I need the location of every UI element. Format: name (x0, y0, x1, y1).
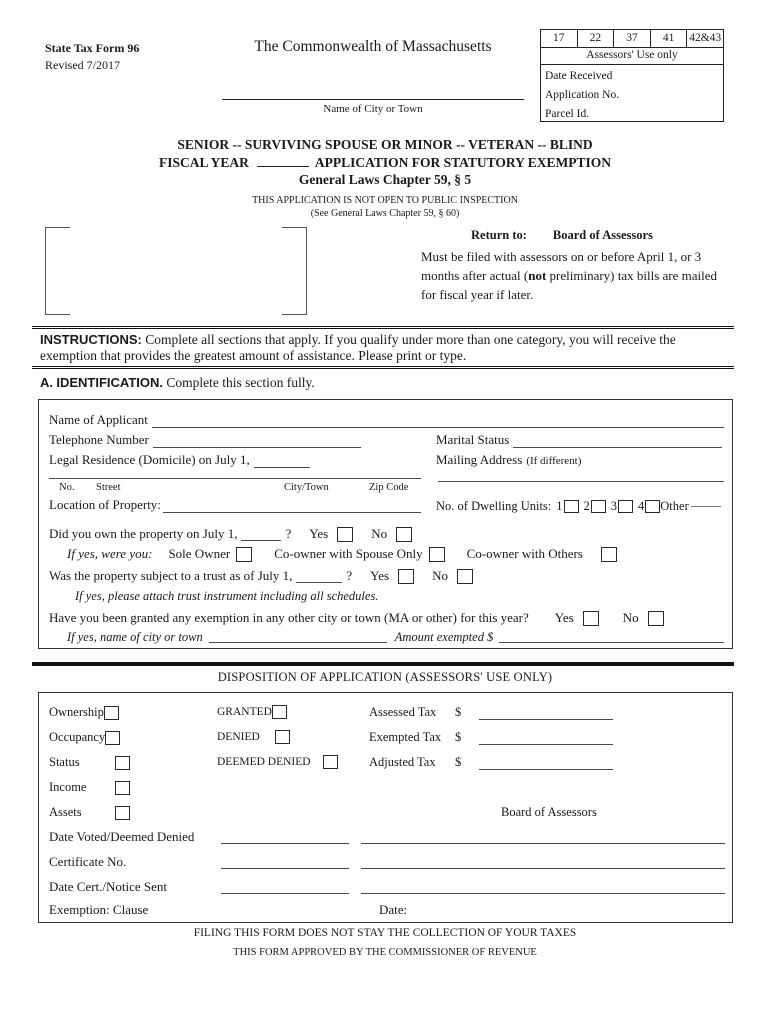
trust-question: Was the property subject to a trust as of July 1, (49, 568, 293, 583)
see-reference: (See General Laws Chapter 59, § 60) (310, 208, 460, 219)
date-label: Date: (379, 902, 408, 917)
ownership-label: Ownership (49, 705, 104, 719)
granted-label: GRANTED (217, 706, 272, 718)
street-caption: Street (96, 482, 121, 493)
certificate-no-field[interactable] (221, 855, 349, 869)
trust-no-label: No (432, 568, 448, 583)
other-exemption-yes-checkbox[interactable] (583, 611, 599, 626)
legal-residence-label: Legal Residence (Domicile) on July 1, (49, 452, 250, 467)
co-owner-spouse-label: Co-owner with Spouse Only (274, 546, 423, 561)
clause-number-cell: 42&43 (689, 32, 722, 44)
city-town-caption: City/Town (284, 482, 329, 493)
return-to-value: Board of Assessors (552, 228, 653, 242)
instructions-label: INSTRUCTIONS: (40, 332, 142, 347)
bracket-left-icon (45, 227, 70, 315)
zip-code-caption: Zip Code (369, 482, 409, 493)
own-question-mark: ? (285, 526, 292, 541)
dwelling-other-label: Other (660, 499, 689, 513)
exempted-tax-field[interactable] (479, 731, 613, 745)
marital-status-field[interactable] (513, 434, 722, 448)
footer-collection-notice: FILING THIS FORM DOES NOT STAY THE COLLECTION OF YOUR TAXES (193, 927, 577, 939)
dwelling-4-label: 4 (638, 499, 645, 513)
application-no-label: Application No. (545, 89, 620, 101)
clause-number-cell: 17 (541, 30, 578, 47)
own-property-question: Did you own the property on July 1, (49, 526, 238, 541)
applicant-address-bracket (45, 227, 307, 315)
form-title-line2 (35, 153, 735, 171)
note-text: Must be filed with assessors on or before April 1, or 3 months after actual ( (421, 249, 702, 283)
dwelling-2-checkbox[interactable] (591, 500, 606, 513)
trust-no-checkbox[interactable] (457, 569, 473, 584)
dwelling-other-field[interactable] (691, 506, 721, 507)
trust-yes-checkbox[interactable] (398, 569, 414, 584)
note-bold-text: not (528, 267, 547, 283)
assessed-tax-label: Assessed Tax (369, 705, 437, 719)
granted-checkbox[interactable] (272, 705, 287, 719)
exemption-no-label: No (622, 610, 639, 625)
co-owner-others-checkbox[interactable] (601, 547, 617, 562)
assessed-tax-field[interactable] (479, 706, 613, 720)
marital-status-label: Marital Status (436, 432, 510, 447)
ownership-checkbox[interactable] (104, 706, 119, 720)
certificate-no-label: Certificate No. (49, 854, 127, 869)
parcel-id-label: Parcel Id. (545, 108, 590, 120)
trust-date-field[interactable] (296, 569, 342, 583)
clause-number-row (541, 30, 723, 48)
commonwealth-title: The Commonwealth of Massachusetts (254, 38, 492, 55)
location-of-property-label: Location of Property: (49, 497, 161, 512)
assets-label: Assets (49, 805, 82, 819)
dwelling-units-label: No. of Dwelling Units: (436, 499, 552, 513)
city-town-exempted-label: If yes, name of city or town (67, 630, 203, 644)
footer-approval-notice: THIS FORM APPROVED BY THE COMMISSIONER OF REVENUE (233, 947, 537, 958)
filing-deadline-note (421, 248, 729, 305)
form-revision: Revised 7/2017 (45, 58, 120, 72)
residence-address-field[interactable] (49, 478, 421, 479)
city-town-exempted-field[interactable] (209, 629, 387, 643)
denied-checkbox[interactable] (275, 730, 290, 744)
not-public-notice: THIS APPLICATION IS NOT OPEN TO PUBLIC INSPECTION (252, 195, 518, 206)
form-title-line1: SENIOR -- SURVIVING SPOUSE OR MINOR -- VETERAN -- BLIND (177, 137, 593, 152)
clause-number-cell: 37 (614, 30, 651, 47)
other-exemption-question: Have you been granted any exemption in any other city or town (MA or other) for this year? (49, 610, 529, 625)
amount-exempted-label: Amount exempted $ (394, 630, 494, 644)
own-yes-checkbox[interactable] (337, 527, 353, 542)
adjusted-tax-field[interactable] (479, 756, 613, 770)
own-no-label: No (371, 526, 388, 541)
dwelling-3-label: 3 (610, 499, 618, 513)
deemed-denied-checkbox[interactable] (323, 755, 338, 769)
instructions-paragraph (40, 332, 734, 363)
trust-yes-label: Yes (370, 568, 390, 583)
sole-owner-checkbox[interactable] (236, 547, 252, 562)
clause-number-cell: 41 (651, 30, 688, 47)
status-label: Status (49, 755, 80, 769)
status-checkbox[interactable] (115, 756, 130, 770)
occupancy-label: Occupancy (49, 730, 106, 744)
city-town-caption: Name of City or Town (323, 103, 423, 115)
co-owner-spouse-checkbox[interactable] (429, 547, 445, 562)
dwelling-1-checkbox[interactable] (564, 500, 579, 513)
exempted-tax-label: Exempted Tax (369, 730, 442, 744)
date-cert-sent-field[interactable] (221, 880, 349, 894)
assessor-signature-line-1[interactable] (361, 830, 725, 844)
telephone-field[interactable] (153, 434, 361, 448)
form-title-block (35, 136, 735, 220)
assets-checkbox[interactable] (115, 806, 130, 820)
telephone-label: Telephone Number (49, 432, 149, 447)
identification-section (38, 399, 733, 649)
return-to-label: Return to: (471, 228, 527, 242)
clause-number-cell: 22 (578, 30, 615, 47)
date-received-label: Date Received (545, 70, 613, 82)
disposition-title: DISPOSITION OF APPLICATION (ASSESSORS' USE ONLY) (217, 670, 553, 684)
trust-question-mark: ? (346, 568, 353, 583)
own-no-checkbox[interactable] (396, 527, 412, 542)
own-date-field[interactable] (241, 527, 281, 541)
name-of-applicant-label: Name of Applicant (49, 412, 148, 427)
dollar-sign: $ (455, 755, 462, 769)
return-to-block (421, 228, 729, 305)
dwelling-4-checkbox[interactable] (645, 500, 660, 513)
section-divider (32, 662, 734, 666)
location-of-property-field[interactable] (163, 499, 421, 513)
mailing-address-field[interactable] (438, 481, 724, 482)
section-title: IDENTIFICATION. (56, 375, 164, 390)
if-yes-were-you-label: If yes, were you: (67, 546, 153, 561)
dollar-sign: $ (455, 730, 462, 744)
fiscal-year-label: FISCAL YEAR (158, 155, 249, 170)
board-of-assessors-label: Board of Assessors (501, 805, 597, 819)
date-voted-label: Date Voted/Deemed Denied (49, 829, 195, 844)
assessor-signature-line-3[interactable] (361, 880, 725, 894)
co-owner-others-label: Co-owner with Others (466, 546, 583, 561)
form-number: State Tax Form 96 (45, 41, 140, 55)
date-voted-field[interactable] (221, 830, 349, 844)
application-title: APPLICATION FOR STATUTORY EXEMPTION (314, 155, 612, 170)
section-divider (32, 326, 734, 329)
adjusted-tax-label: Adjusted Tax (369, 755, 436, 769)
identification-section-heading (40, 375, 315, 391)
sole-owner-label: Sole Owner (168, 546, 231, 561)
trust-instrument-note: If yes, please attach trust instrument including all schedules. (75, 589, 379, 603)
section-note: Complete this section fully. (166, 375, 315, 390)
amount-exempted-field[interactable] (499, 629, 724, 643)
income-checkbox[interactable] (115, 781, 130, 795)
income-label: Income (49, 780, 87, 794)
own-yes-label: Yes (309, 526, 329, 541)
name-of-applicant-field[interactable] (152, 414, 724, 428)
exemption-clause-label: Exemption: Clause (49, 902, 149, 917)
general-laws-reference: General Laws Chapter 59, § 5 (298, 172, 472, 187)
bracket-right-icon (282, 227, 307, 315)
dwelling-2-label: 2 (583, 499, 590, 513)
mailing-address-label: Mailing Address (436, 452, 523, 467)
dollar-sign: $ (455, 705, 462, 719)
no-caption: No. (59, 482, 75, 493)
section-letter: A. (40, 375, 53, 390)
occupancy-checkbox[interactable] (105, 731, 120, 745)
exemption-yes-label: Yes (554, 610, 574, 625)
assessors-use-only-label: Assessors' Use only (541, 48, 723, 65)
fiscal-year-field[interactable] (257, 153, 309, 167)
note-text: preliminary) tax bills are mailed for fiscal year if later. (421, 267, 718, 302)
city-town-field[interactable] (222, 99, 524, 100)
section-divider (32, 366, 734, 369)
mailing-address-note: (If different) (526, 455, 582, 467)
denied-label: DENIED (217, 731, 260, 743)
date-cert-sent-label: Date Cert./Notice Sent (49, 879, 168, 894)
deemed-denied-label: DEEMED DENIED (217, 756, 311, 768)
dwelling-3-checkbox[interactable] (618, 500, 633, 513)
assessors-use-box (540, 29, 724, 122)
residence-date-field[interactable] (254, 454, 310, 468)
disposition-section (38, 692, 733, 923)
assessor-signature-line-2[interactable] (361, 855, 725, 869)
other-exemption-no-checkbox[interactable] (648, 611, 664, 626)
instructions-text: Complete all sections that apply. If you qualify under more than one category, you will receive the exemption that provides the greatest amount of assistance. Please print or type. (40, 332, 676, 363)
dwelling-1-label: 1 (556, 499, 563, 513)
